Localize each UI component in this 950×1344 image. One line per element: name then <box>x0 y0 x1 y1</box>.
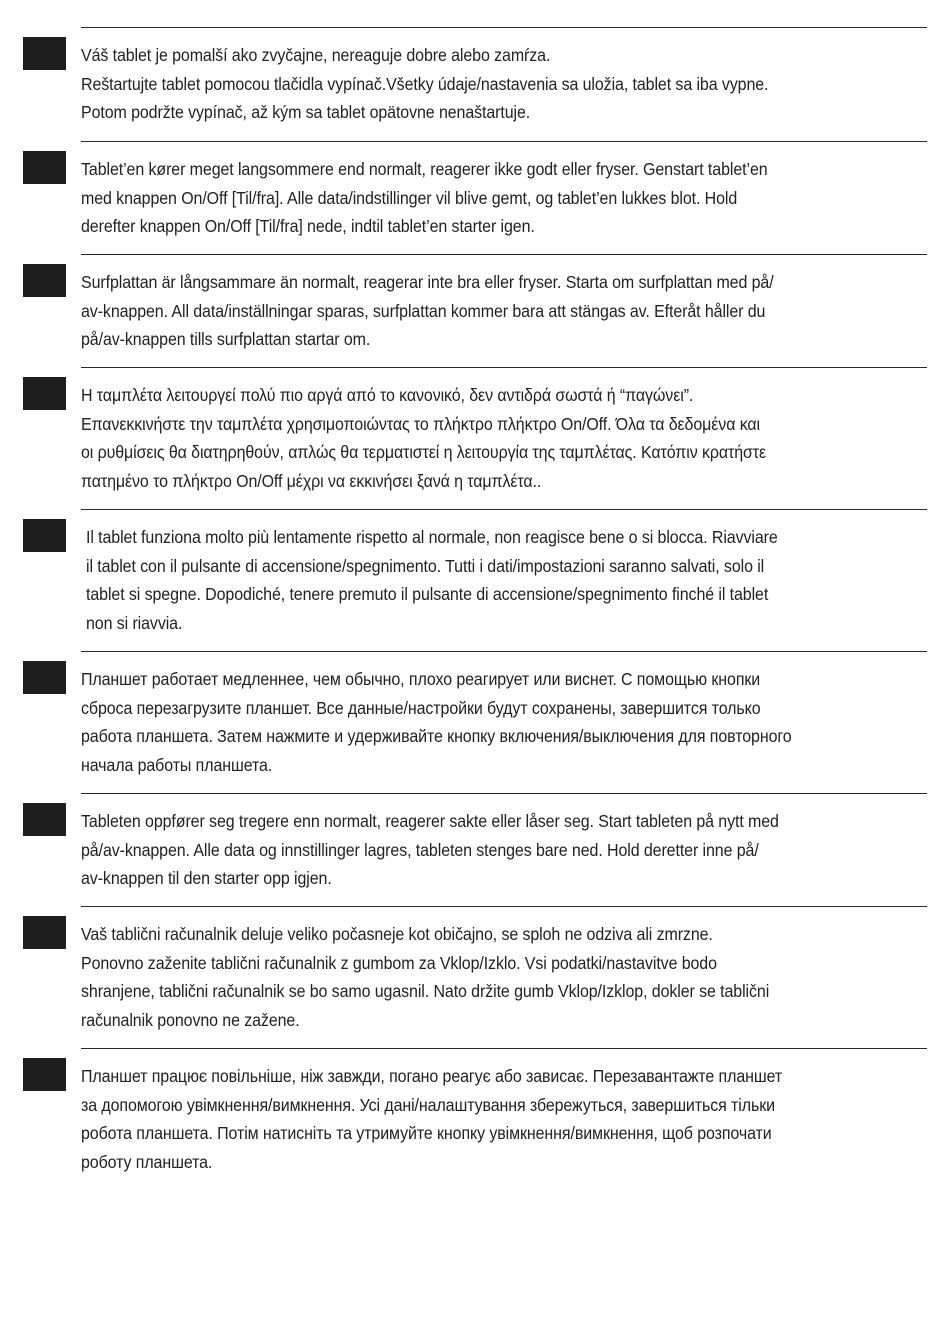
section-divider <box>81 27 927 28</box>
text-line: работа планшета. Затем нажмите и удерживайте кнопку включения/выключения для повторного <box>81 726 792 746</box>
section-text <box>81 1062 872 1176</box>
text-line: Η ταμπλέτα λειτουργεί πολύ πιο αργά από το κανονικό, δεν αντιδρά σωστά ή “παγώνει”. <box>81 385 694 405</box>
text-line: сброса перезагрузите планшет. Все данные/настройки будут сохранены, завершится только <box>81 697 761 718</box>
text-line: il tablet con il pulsante di accensione/spegnimento. Tutti i dati/impostazioni saranno salvati, solo il <box>86 555 765 576</box>
text-line: Tableten oppfører seg tregere enn normalt, reagerer sakte eller låser seg. Start tableten på nytt med <box>81 811 779 831</box>
language-marker-block <box>23 377 66 410</box>
text-line: Επανεκκινήστε την ταμπλέτα χρησιμοποιώντας το πλήκτρο πλήκτρο On/Off. Όλα τα δεδομένα και <box>81 413 761 434</box>
language-marker-block <box>23 264 66 297</box>
text-line: πατημένο το πλήκτρο On/Off μέχρι να εκκινήσει ξανά η ταμπλέτα.. <box>81 470 542 491</box>
language-marker-block <box>23 37 66 70</box>
text-line: av-knappen. All data/inställningar sparas, surfplattan kommer bara att stängas av. Efteråt håller du <box>81 300 766 321</box>
section-divider <box>81 254 927 255</box>
section-text <box>81 41 872 127</box>
section-text <box>81 807 872 893</box>
language-marker-block <box>23 661 66 694</box>
text-line: av-knappen til den starter opp igjen. <box>81 868 332 888</box>
section-divider <box>81 1048 927 1049</box>
language-marker-block <box>23 1058 66 1091</box>
section-text <box>81 268 872 354</box>
text-line: робота планшета. Потім натисніть та утримуйте кнопку увімкнення/вимкнення, щоб розпочати <box>81 1123 772 1143</box>
text-line: Il tablet funziona molto più lentamente rispetto al normale, non reagisce bene o si blocca. Riavviare <box>86 527 778 547</box>
section-divider <box>81 509 927 510</box>
text-line: роботу планшета. <box>81 1151 213 1172</box>
text-line: за допомогою увімкнення/вимкнення. Усі дані/налаштування збережуться, завершиться тільки <box>81 1094 775 1115</box>
language-marker-block <box>23 803 66 836</box>
text-line: начала работы планшета. <box>81 754 273 775</box>
text-line: Планшет работает медленнее, чем обычно, плохо реагирует или виснет. С помощью кнопки <box>81 669 761 689</box>
section-text <box>86 523 877 637</box>
text-line: på/av-knappen. Alle data og innstillinger lagres, tableten stenges bare ned. Hold deretter inne på/ <box>81 839 759 860</box>
section-text <box>81 665 872 779</box>
section-text <box>81 381 872 495</box>
text-line: Tablet’en kører meget langsommere end normalt, reagerer ikke godt eller fryser. Genstart tablet’en <box>81 159 768 179</box>
text-line: Potom podržte vypínač, až kým sa tablet opätovne nenaštartuje. <box>81 102 531 122</box>
section-divider <box>81 906 927 907</box>
text-line: non si riavvia. <box>86 612 183 633</box>
language-marker-block <box>23 916 66 949</box>
text-line: Reštartujte tablet pomocou tlačidla vypínač.Všetky údaje/nastavenia sa uložia, tablet sa iba vypne. <box>81 73 769 94</box>
text-line: Surfplattan är långsammare än normalt, reagerar inte bra eller fryser. Starta om surfplattan med på/ <box>81 272 774 292</box>
language-marker-block <box>23 151 66 184</box>
text-line: οι ρυθμίσεις θα διατηρηθούν, απλώς θα τερματιστεί η λειτουργία της ταμπλέτας. Κατόπιν κρατήστε <box>81 442 767 462</box>
section-divider <box>81 141 927 142</box>
text-line: Váš tablet je pomalší ako zvyčajne, nereaguje dobre alebo zamŕza. <box>81 45 551 65</box>
text-line: derefter knappen On/Off [Til/fra] nede, indtil tablet’en starter igen. <box>81 216 535 236</box>
section-divider <box>81 651 927 652</box>
text-line: shranjene, tablični računalnik se bo samo ugasnil. Nato držite gumb Vklop/Izklop, dokler se tablični <box>81 981 770 1001</box>
text-line: Ponovno zaženite tablični računalnik z gumbom za Vklop/Izklo. Vsi podatki/nastavitve bodo <box>81 952 717 973</box>
section-text <box>81 155 872 241</box>
section-text <box>81 920 872 1034</box>
text-line: med knappen On/Off [Til/fra]. Alle data/indstillinger vil blive gemt, og tablet’en lukkes blot. Hold <box>81 187 738 208</box>
text-line: på/av-knappen tills surfplattan startar om. <box>81 329 371 349</box>
section-divider <box>81 367 927 368</box>
section-divider <box>81 793 927 794</box>
language-marker-block <box>23 519 66 552</box>
text-line: Vaš tablični računalnik deluje veliko počasneje kot običajno, se sploh ne odziva ali zmrzne. <box>81 924 713 944</box>
text-line: Планшет працює повільніше, ніж завжди, погано реагує або зависає. Перезавантажте планшет <box>81 1066 783 1086</box>
text-line: računalnik ponovno ne zažene. <box>81 1009 300 1030</box>
text-line: tablet si spegne. Dopodiché, tenere premuto il pulsante di accensione/spegnimento finché il tablet <box>86 584 769 604</box>
